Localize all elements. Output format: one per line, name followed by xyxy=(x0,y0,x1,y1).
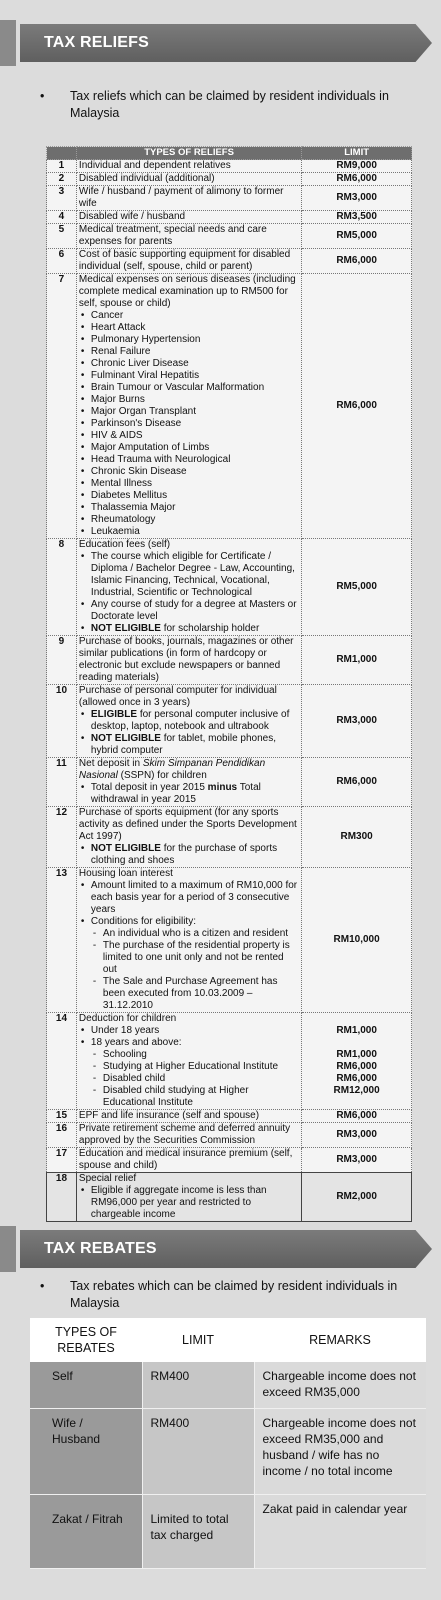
limit-value: RM1,000 xyxy=(336,1025,377,1036)
row-description xyxy=(76,1173,301,1222)
row-limit: RM3,000 xyxy=(302,1123,412,1148)
bullet-icon: • xyxy=(40,1279,45,1293)
rebate-limit: RM400 xyxy=(142,1362,254,1408)
rebate-remarks: Chargeable income does not exceed RM35,000 and husband / wife has no income / no total income xyxy=(254,1408,426,1494)
row-description: Purchase of books, journals, magazines or other similar publications (in form of hardcopy or electronic but exclude newspapers or banned reading materials) xyxy=(76,636,301,685)
list-item: • Rheumatology xyxy=(79,514,299,526)
row-limit: RM5,000 xyxy=(302,224,412,249)
header-no xyxy=(47,147,77,160)
dash-list xyxy=(91,928,299,1012)
list-item-text: for tablet, mobile phones, hybrid computer xyxy=(90,733,276,756)
list-item: • Parkinson's Disease xyxy=(79,418,299,430)
row-description-text: Purchase of sports equipment (for any sports activity as defined under the Sports Development Act 1997) xyxy=(78,807,297,842)
list-item: • Major Amputation of Limbs xyxy=(79,442,299,454)
bullet-list xyxy=(79,880,299,928)
row-description: EPF and life insurance (self and spouse) xyxy=(76,1110,301,1123)
row-number: 6 xyxy=(47,249,77,274)
tax-reliefs-title: TAX RELIEFS xyxy=(44,34,150,51)
bullet-list xyxy=(79,1025,299,1049)
rebate-type: Self xyxy=(30,1362,142,1408)
table-row xyxy=(47,224,412,249)
header-remarks: REMARKS xyxy=(254,1318,426,1362)
row-description-text: Deduction for children xyxy=(78,1013,177,1024)
row-description: Cost of basic supporting equipment for disabled individual (self, spouse, child or parent) xyxy=(76,249,301,274)
row-number: 12 xyxy=(47,807,77,868)
row-number: 10 xyxy=(47,685,77,758)
row-description-text: Purchase of personal computer for individual (allowed once in 3 years) xyxy=(78,685,277,708)
eligibility-flag: NOT ELIGIBLE xyxy=(90,843,161,854)
table-row xyxy=(47,636,412,685)
tax-rebates-title: TAX REBATES xyxy=(44,1240,157,1257)
table-row xyxy=(47,1013,412,1110)
tax-reliefs-intro: • Tax reliefs which can be claimed by resident individuals in Malaysia xyxy=(40,89,389,120)
row-number: 1 xyxy=(47,160,77,173)
row-description xyxy=(76,539,301,636)
list-item: • Diabetes Mellitus xyxy=(79,490,299,502)
tax-reliefs-banner xyxy=(0,20,441,66)
header-limit: LIMIT xyxy=(302,147,412,160)
table-row xyxy=(47,160,412,173)
table-row xyxy=(47,807,412,868)
row-description-text: Housing loan interest xyxy=(78,868,173,879)
table-row xyxy=(47,1123,412,1148)
list-item xyxy=(79,733,299,757)
bullet-list xyxy=(79,782,299,806)
list-item: - Studying at Higher Educational Institute xyxy=(91,1061,299,1073)
rebate-type: Wife / Husband xyxy=(30,1408,142,1494)
row-number: 9 xyxy=(47,636,77,685)
tax-rebates-table xyxy=(30,1318,426,1569)
minus-keyword: minus xyxy=(207,782,238,793)
list-item: - An individual who is a citizen and resident xyxy=(91,928,299,940)
limit-value: RM6,000 xyxy=(336,1061,377,1072)
disease-list xyxy=(79,310,299,538)
bullet-list xyxy=(79,1185,299,1221)
row-description: Individual and dependent relatives xyxy=(76,160,301,173)
table-row-special-relief xyxy=(47,1173,412,1222)
list-item xyxy=(79,782,299,806)
row-description: Disabled individual (additional) xyxy=(76,173,301,186)
row-description xyxy=(76,685,301,758)
table-row xyxy=(30,1408,426,1494)
list-item xyxy=(79,623,299,635)
row-number: 13 xyxy=(47,868,77,1013)
desc-text: Net deposit in xyxy=(78,758,143,769)
row-limit: RM6,000 xyxy=(302,1110,412,1123)
row-limit: RM3,000 xyxy=(302,186,412,211)
list-item: • Mental Illness xyxy=(79,478,299,490)
table-row xyxy=(47,539,412,636)
list-item: - Disabled child studying at Higher Educational Institute xyxy=(91,1085,299,1109)
tax-reliefs-table xyxy=(46,146,412,1222)
list-item: • Major Burns xyxy=(79,394,299,406)
row-description: Wife / husband / payment of alimony to former wife xyxy=(76,186,301,211)
row-limit: RM6,000 xyxy=(302,173,412,186)
bullet-icon: • xyxy=(40,89,45,103)
bullet-list xyxy=(79,709,299,757)
list-item: • Conditions for eligibility: xyxy=(79,916,299,928)
table-row xyxy=(47,1110,412,1123)
scheme-name: Skim Simpanan Pendidikan Nasional xyxy=(78,758,266,781)
list-item-text: for scholarship holder xyxy=(160,623,260,634)
row-description: Disabled wife / husband xyxy=(76,211,301,224)
rebate-remarks: Chargeable income does not exceed RM35,000 xyxy=(254,1362,426,1408)
table-header-row xyxy=(30,1318,426,1362)
header-types: TYPES OF REBATES xyxy=(30,1318,142,1362)
rebate-limit: Limited to total tax charged xyxy=(142,1494,254,1568)
list-item-text: Total deposit in year 2015 xyxy=(90,782,208,793)
row-limit: RM6,000 xyxy=(302,274,412,539)
eligibility-flag: NOT ELIGIBLE xyxy=(90,733,161,744)
row-limit: RM2,000 xyxy=(302,1173,412,1222)
row-limit: RM9,000 xyxy=(302,160,412,173)
list-item xyxy=(79,843,299,867)
table-row xyxy=(47,685,412,758)
row-description-text: Education fees (self) xyxy=(78,539,171,550)
list-item: - Schooling xyxy=(91,1049,299,1061)
table-row xyxy=(47,211,412,224)
row-number: 17 xyxy=(47,1148,77,1173)
list-item: - The purchase of the residential property is limited to one unit only and not be rented out xyxy=(91,940,299,976)
row-limit: RM10,000 xyxy=(302,868,412,1013)
table-row xyxy=(47,173,412,186)
row-description xyxy=(76,274,301,539)
list-item: • Under 18 years xyxy=(79,1025,299,1037)
row-number: 15 xyxy=(47,1110,77,1123)
list-item: • Eligible if aggregate income is less than RM96,000 per year and restricted to chargeable income xyxy=(79,1185,299,1221)
eligibility-flag: ELIGIBLE xyxy=(90,709,138,720)
list-item: • The course which eligible for Certificate / Diploma / Bachelor Degree - Law, Accounting, Islamic Financing, Technical, Vocational, Industrial, Scientific or Technological xyxy=(79,551,299,599)
table-row xyxy=(47,274,412,539)
list-item: • Head Trauma with Neurological xyxy=(79,454,299,466)
row-description: Education and medical insurance premium (self, spouse and child) xyxy=(76,1148,301,1173)
table-row xyxy=(30,1494,426,1568)
list-item: • Major Organ Transplant xyxy=(79,406,299,418)
rebate-type: Zakat / Fitrah xyxy=(30,1494,142,1568)
bullet-list xyxy=(79,551,299,635)
table-row xyxy=(30,1362,426,1408)
row-description-text xyxy=(79,758,299,782)
table-row xyxy=(47,249,412,274)
row-limit: RM3,500 xyxy=(302,211,412,224)
row-limit: RM1,000 xyxy=(302,636,412,685)
row-limit: RM300 xyxy=(302,807,412,868)
dash-list xyxy=(91,1049,299,1109)
list-item: • Heart Attack xyxy=(79,322,299,334)
row-description-text: Special relief xyxy=(78,1173,137,1184)
row-limit: RM5,000 xyxy=(302,539,412,636)
row-number: 5 xyxy=(47,224,77,249)
row-description xyxy=(76,807,301,868)
table-header-row xyxy=(47,147,412,160)
tax-rebates-banner xyxy=(0,1226,441,1272)
table-row xyxy=(47,758,412,807)
rebate-limit: RM400 xyxy=(142,1408,254,1494)
list-item xyxy=(79,709,299,733)
header-types: TYPES OF RELIEFS xyxy=(76,147,301,160)
table-row xyxy=(47,868,412,1013)
spacer xyxy=(304,1097,409,1109)
list-item-text: Total withdrawal in year 2015 xyxy=(90,782,261,805)
row-description xyxy=(76,1013,301,1110)
row-description xyxy=(76,758,301,807)
list-item: • Any course of study for a degree at Masters or Doctorate level xyxy=(79,599,299,623)
bullet-list xyxy=(79,843,299,867)
list-item: • Pulmonary Hypertension xyxy=(79,334,299,346)
desc-text: (SSPN) for children xyxy=(117,770,207,781)
rebate-remarks: Zakat paid in calendar year xyxy=(254,1494,426,1568)
limit-value: RM6,000 xyxy=(336,1073,377,1084)
spacer xyxy=(304,1013,409,1025)
list-item: • Amount limited to a maximum of RM10,000 for each basis year for a period of 3 consecutive years xyxy=(79,880,299,916)
limit-value: RM12,000 xyxy=(333,1085,380,1096)
banner-tab xyxy=(0,1226,16,1272)
row-number: 7 xyxy=(47,274,77,539)
header-limit: LIMIT xyxy=(142,1318,254,1362)
list-item: • Renal Failure xyxy=(79,346,299,358)
list-item: • Fulminant Viral Hepatitis xyxy=(79,370,299,382)
list-item: • 18 years and above: xyxy=(79,1037,299,1049)
banner-tab xyxy=(0,20,16,66)
list-item: - The Sale and Purchase Agreement has been executed from 10.03.2009 – 31.12.2010 xyxy=(91,976,299,1012)
row-number: 14 xyxy=(47,1013,77,1110)
row-number: 8 xyxy=(47,539,77,636)
row-number: 2 xyxy=(47,173,77,186)
row-description: Private retirement scheme and deferred annuity approved by the Securities Commission xyxy=(76,1123,301,1148)
list-item-text: for personal computer inclusive of desktop, laptop, notebook and ultrabook xyxy=(90,709,290,732)
list-item: • Leukaemia xyxy=(79,526,299,538)
row-limit: RM6,000 xyxy=(302,758,412,807)
list-item: • Cancer xyxy=(79,310,299,322)
row-number: 11 xyxy=(47,758,77,807)
row-description-text: Medical expenses on serious diseases (including complete medical examination up to RM500 for self, spouse or child) xyxy=(78,274,296,309)
row-number: 4 xyxy=(47,211,77,224)
row-number: 16 xyxy=(47,1123,77,1148)
row-description: Medical treatment, special needs and care expenses for parents xyxy=(76,224,301,249)
limit-value: RM1,000 xyxy=(336,1049,377,1060)
eligibility-flag: NOT ELIGIBLE xyxy=(90,623,161,634)
tax-rebates-intro: • Tax rebates which can be claimed by resident individuals in Malaysia xyxy=(40,1279,398,1310)
row-limit xyxy=(302,1013,412,1110)
list-item: - Disabled child xyxy=(91,1073,299,1085)
list-item: • HIV & AIDS xyxy=(79,430,299,442)
row-limit: RM6,000 xyxy=(302,249,412,274)
row-number: 3 xyxy=(47,186,77,211)
table-row xyxy=(47,186,412,211)
list-item: • Chronic Skin Disease xyxy=(79,466,299,478)
list-item: • Chronic Liver Disease xyxy=(79,358,299,370)
row-description xyxy=(76,868,301,1013)
row-limit: RM3,000 xyxy=(302,685,412,758)
list-item: • Thalassemia Major xyxy=(79,502,299,514)
spacer xyxy=(304,1037,409,1049)
row-limit: RM3,000 xyxy=(302,1148,412,1173)
list-item-text: for the purchase of sports clothing and shoes xyxy=(90,843,278,866)
table-row xyxy=(47,1148,412,1173)
list-item: • Brain Tumour or Vascular Malformation xyxy=(79,382,299,394)
row-number: 18 xyxy=(47,1173,77,1222)
